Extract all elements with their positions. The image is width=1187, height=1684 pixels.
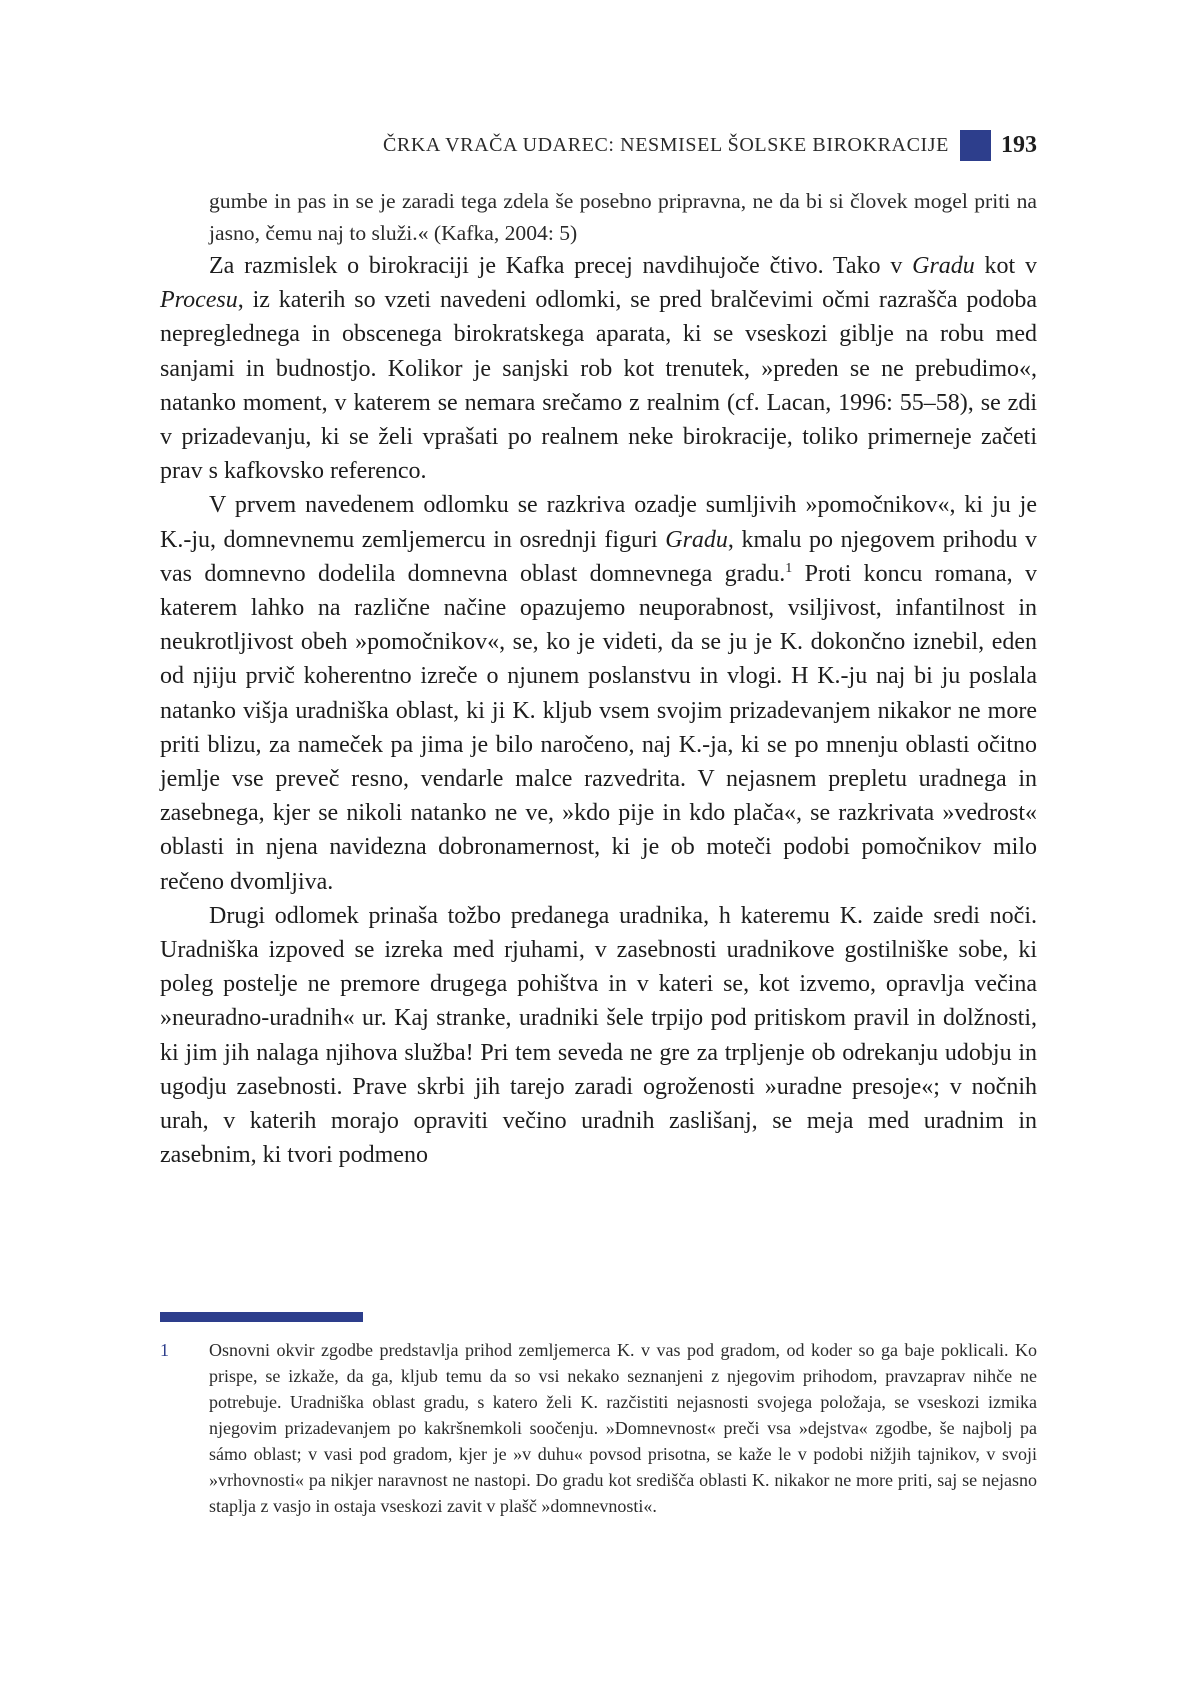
footnote-text: Osnovni okvir zgodbe predstavlja prihod zemljemerca K. v vas pod gradom, od koder so ga baje poklicali. Ko prispe, se izkaže, da ga, kljub temu da so vsi nekako seznanjeni z njegovim prihodom, pravzaprav nihče ne potrebuje. Uradniška oblast gradu, s katero želi K. razčistiti nejasnosti svojega položaja, se vseskozi izmika njegovim prizadevanjem po kakršnemkoli soočenju. »Domnevnost« preči vsa »dejstva« zgodbe, še najbolj pa sámo oblast; v vasi pod gradom, kjer je »v duhu« povsod prisotna, se kaže le v podobi nižjih tajnikov, v svoji »vrhovnosti« pa nikjer naravnost ne nastopi. Do gradu kot središča oblasti K. nikakor ne more priti, saj se nejasno staplja z vasjo in ostaja vseskozi zavit v plašč »domnevnosti«. [209,1340,1037,1516]
paragraph-1-text-a: Za razmislek o birokraciji je Kafka precej navdihujoče čtivo. Tako v [209,253,913,279]
paragraph-2 [160,488,1037,898]
paragraph-2-text-a: V prvem navedenem odlomku se razkriva ozadje sumljivih »pomočnikov«, ki ju je K.-ju, domnevnemu zemljemercu in osrednji figuri [160,492,1037,553]
footnote-number: 1 [160,1340,169,1360]
footnote-separator [160,1312,363,1322]
main-text [160,186,1037,1172]
running-title: ČRKA VRAČA UDAREC: NESMISEL ŠOLSKE BIROKRACIJE [382,133,949,156]
paragraph-1 [160,249,1037,488]
paragraph-2-text-c: Proti koncu romana, v katerem lahko na različne načine opazujemo neuporabnost, vsiljivost, infantilnost in neukrotljivost obeh »pomočnikov«, se, ko je videti, da se ju je K. dokončno iznebil, eden od njiju prvič koherentno izreče o njunem poslanstvu in vlogi. H K.-ju naj bi ju poslala natanko višja uradniška oblast, ki ji K. kljub vsem svojim prizadevanjem nikakor ne more priti blizu, za nameček pa jima je bilo naročeno, naj K.-ja, ki se po mnenju oblasti očitno jemlje vse preveč resno, vendarle malce razvedrita. V nejasnem prepletu uradnega in zasebnega, kjer se nikoli natanko ne ve, »kdo pije in kdo plača«, se razkrivata »vedrost« oblasti in njena navidezna dobronamernost, ki je ob moteči podobi pomočnikov milo rečeno dvomljiva. [160,560,1037,895]
block-quote-tail: gumbe in pas in se je zaradi tega zdela še posebno pripravna, ne da bi si človek mogel priti na jasno, čemu naj to služi.« (Kafka, 2004: 5) [209,189,1037,245]
paragraph-2-text-b: , kmalu po njegovem prihodu v vas domnevno dodelila domnevna oblast domnevnega gradu. [160,526,1037,587]
title-gradu: Gradu [912,253,975,279]
page-number: 193 [1001,131,1037,158]
paragraph-1-text-b: kot v [974,253,1037,279]
footnote-reference[interactable]: 1 [785,560,793,576]
title-gradu-2: Gradu [665,526,728,553]
paragraph-3: Drugi odlomek prinaša tožbo predanega uradnika, h kateremu K. zaide sredi noči. Uradniška izpoved se izreka med rjuhami, v zasebnosti uradnikove gostilniške sobe, ki poleg postelje ne premore drugega pohištva in v kateri se, kot izvemo, opravlja večina »neuradno-uradnih« ur. Kaj stranke, uradniki šele trpijo pod pritiskom pravil in dolžnosti, ki jim jih nalaga njihova služba! Pri tem seveda ne gre za trpljenje ob odrekanju udobju in ugodju zasebnosti. Prave skrbi jih tarejo zaradi ogroženosti »uradne presoje«; v nočnih urah, v katerih morajo opraviti večino uradnih zaslišanj, se meja med uradnim in zasebnim, ki tvori podmeno [160,902,1037,1169]
paragraph-1-text-c: , iz katerih so vzeti navedeni odlomki, se pred bralčevimi očmi razrašča podoba nepreglednega in obscenega birokratskega aparata, ki se vseskozi giblje na robu med sanjami in budnostjo. Kolikor je sanjski rob kot trenutek, »preden se ne prebudimo«, natanko moment, v katerem se nemara srečamo z realnim (cf. Lacan, 1996: 55–58), se zdi v prizadevanju, ki se želi vprašati po realnem neke birokracije, toliko primerneje začeti prav s kafkovsko referenco. [160,287,1037,485]
running-head [160,128,1037,162]
footnote [160,1337,1037,1519]
title-procesu: Procesu [160,287,238,314]
accent-square [960,130,991,161]
